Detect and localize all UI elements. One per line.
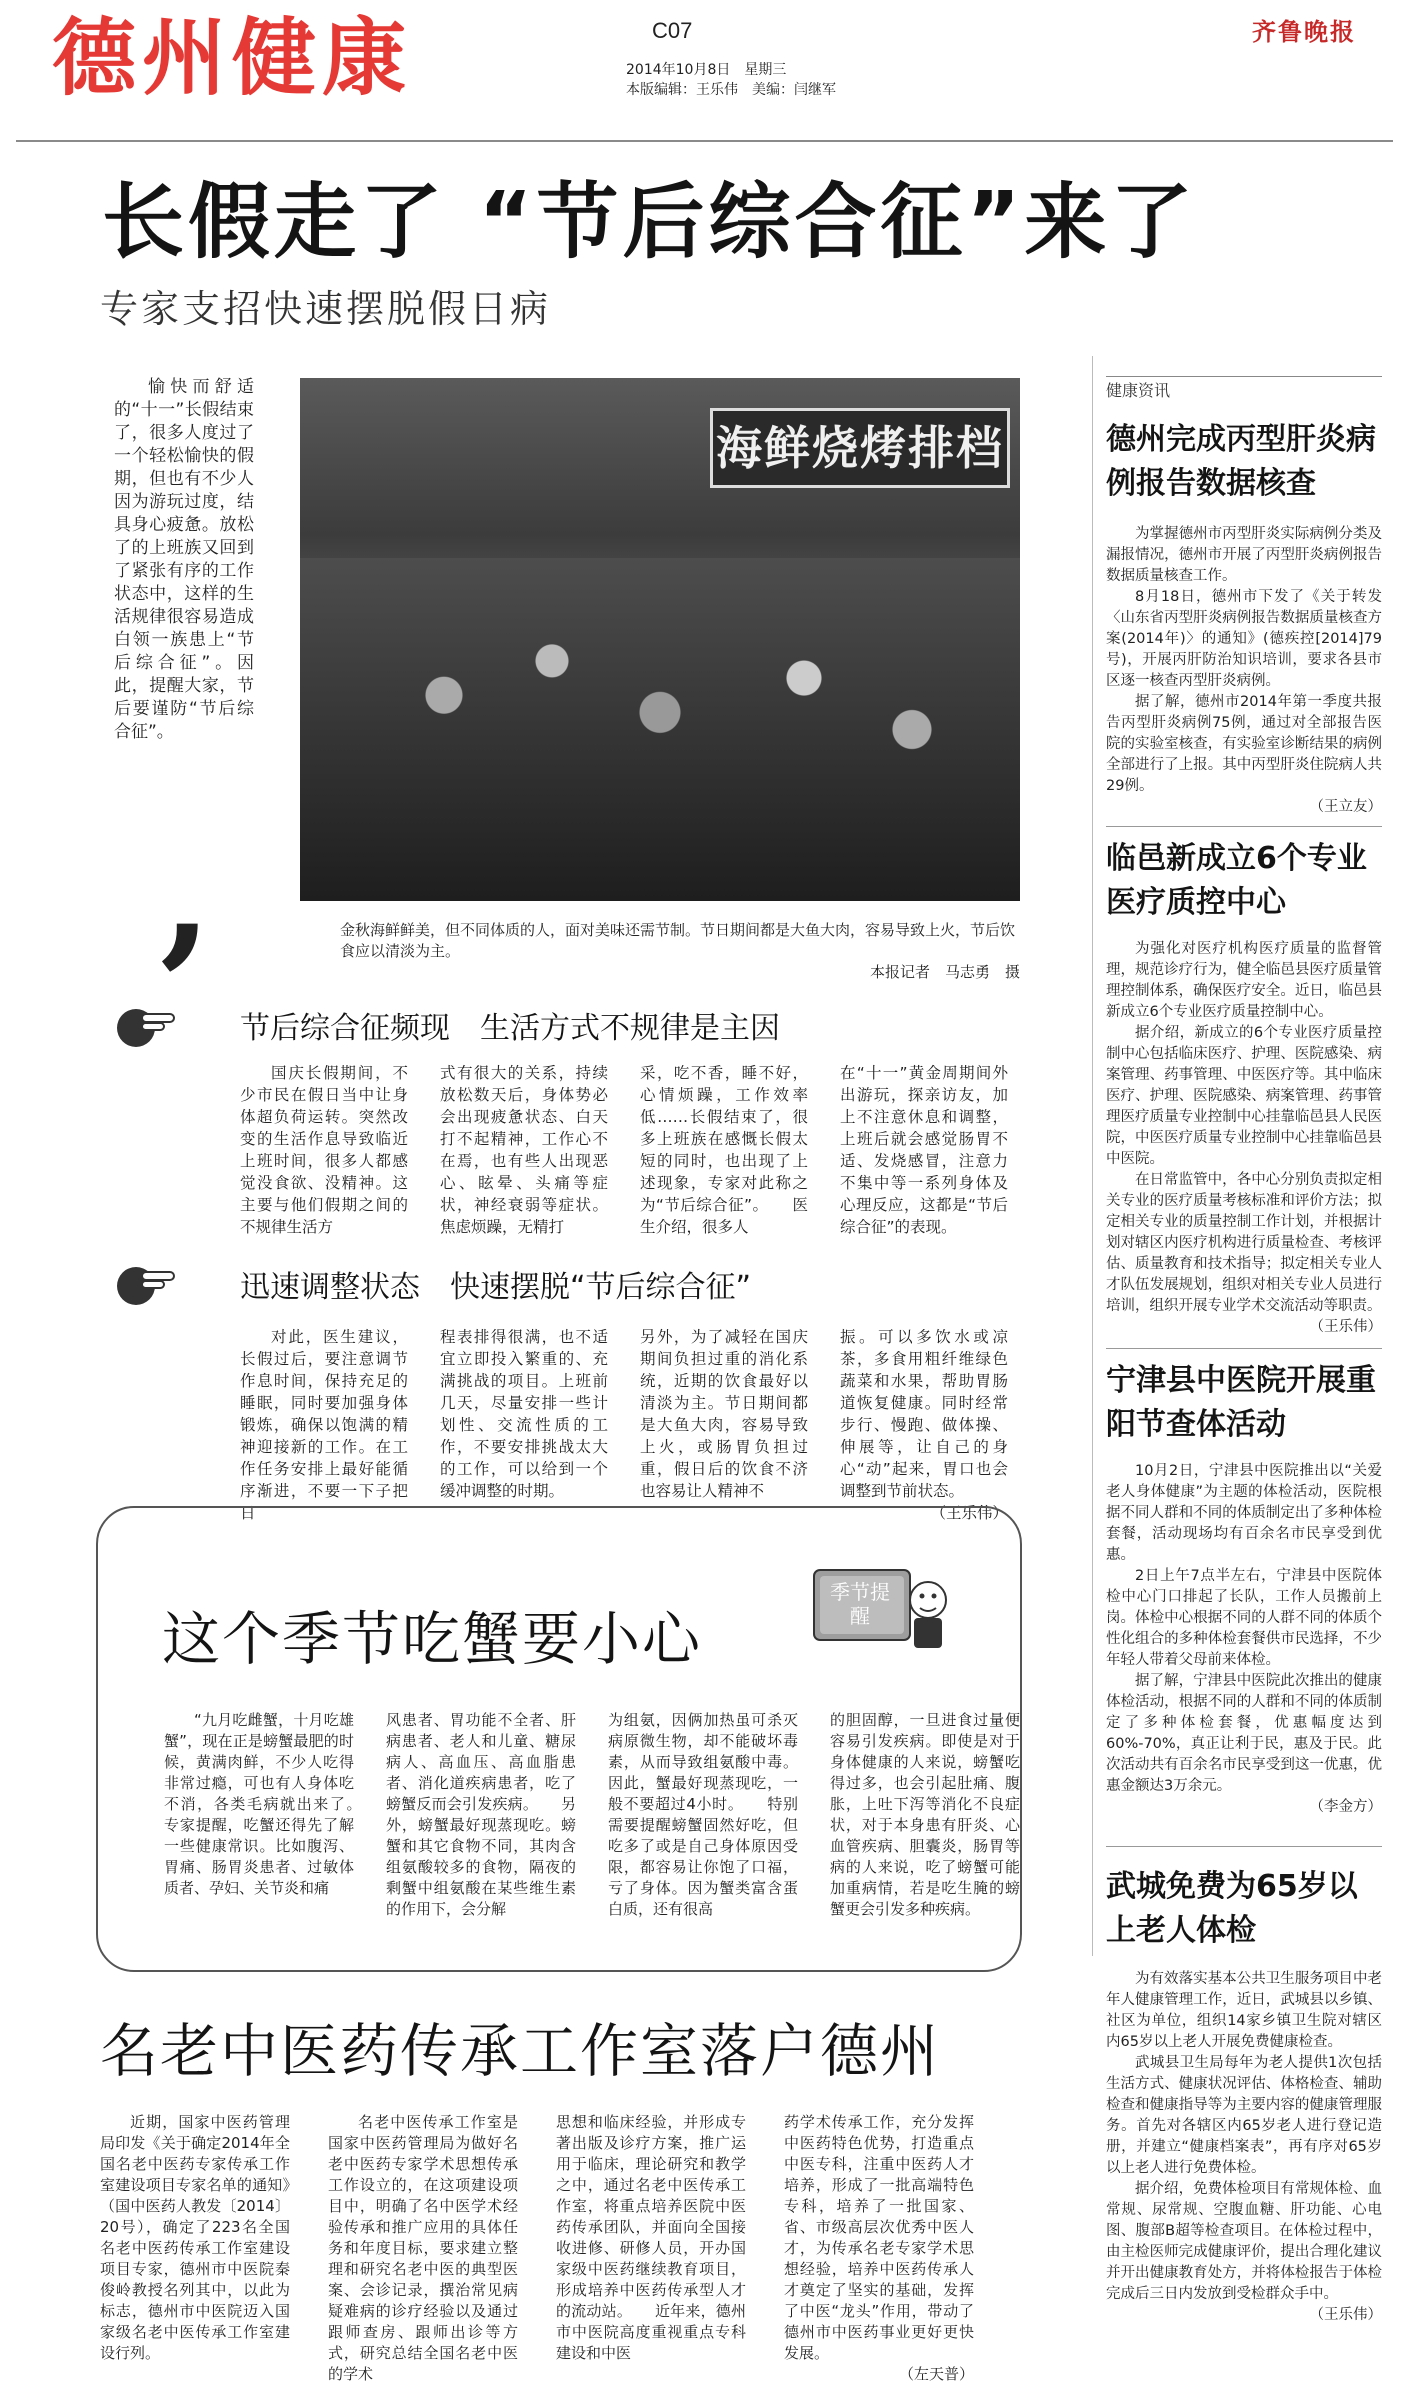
- sidebar-article-3-body: [1106, 1461, 1382, 1818]
- season-tag-label: 季节提醒: [830, 1580, 890, 1628]
- sidebar-article-2-title: 临邑新成立6个专业医疗质控中心: [1106, 841, 1367, 920]
- section1-col-1: 国庆长假期间，不少市民在假日当中让身体超负荷运转。突然改变的生活作息导致临近上班时间，很多人都感觉没食欲、没精神。这主要与他们假期之间的不规律生活方: [240, 1064, 408, 1236]
- heritage-article-body: [100, 2112, 974, 2383]
- sidebar-article-3-title: 宁津县中医院开展重阳节查体活动: [1106, 1363, 1376, 1442]
- newspaper-logo: 齐鲁晚报: [1252, 17, 1356, 46]
- heritage-col-3: 思想和临床经验，并形成专著出版及诊疗方案，推广运用于临床，理论研究和教学之中，通过名老中医传承工作室，将重点培养医院中医药传承团队，并面向全国接收进修、研修人员，开办国家级中医药继续教育项目，形成培养中医药传承型人才的流动站。 近年来，德州市中医院高度重视重点专科建设和中医: [556, 2113, 746, 2362]
- section2-col-1: 对此，医生建议，长假过后，要注意调节作息时间，保持充足的睡眠，同时要加强身体锻炼，确保以饱满的精神迎接新的工作。在工作任务安排上最好能循序渐进，不要一下子把日: [240, 1328, 408, 1522]
- seafood-street-photo: [300, 378, 1020, 901]
- lead-paragraph: [114, 376, 254, 744]
- photo-shop-sign: 海鲜烧烤排档: [710, 408, 1010, 488]
- crab-article-title: 这个季节吃蟹要小心: [162, 1605, 703, 1673]
- heritage-author: （左天普）: [898, 2365, 974, 2383]
- dateline: [626, 60, 836, 100]
- caption-text: 金秋海鲜鲜美，但不同体质的人，面对美味还需节制。节日期间都是大鱼大肉，容易导致上火，节后饮食应以清淡为主。: [340, 921, 1016, 960]
- sidebar-article-3-author: （李金方）: [1309, 1799, 1382, 1815]
- crab-article-body: [164, 1710, 1020, 1920]
- sidebar-article-2: [1106, 826, 1382, 1338]
- sidebar-article-1-body: [1106, 524, 1382, 818]
- section1-col-4: 在“十一”黄金周期间外出游玩，探亲访友，加上不注意休息和调整，上班后就会感觉肠胃不适、发烧感冒，注意力不集中等一系列身体及心理反应，这都是“节后综合征”的表现。: [840, 1064, 1008, 1236]
- section1-col-2: 式有很大的关系，持续放松数天后，身体势必会出现疲惫状态、白天打不起精神，工作心不在焉，也有些人出现恶心、眩晕、头痛等症状，神经衰弱等症状。焦虑烦躁，无精打: [440, 1064, 608, 1236]
- main-subheadline: 专家支招快速摆脱假日病: [100, 287, 552, 331]
- section2-body: [240, 1326, 1008, 1524]
- issue-date: 2014年10月8日 星期三: [626, 62, 787, 78]
- section1-col-3: 采，吃不香，睡不好，心情烦躁，工作效率低……长假结束了，很多上班族在感慨长假太短的同时，也出现了上述现象，专家对此称之为“节后综合征”。 医生介绍，很多人: [640, 1064, 808, 1236]
- sidebar-article-1: [1106, 418, 1382, 818]
- decorative-comma: ,: [160, 807, 213, 983]
- sidebar-article-3: [1106, 1348, 1382, 1818]
- sidebar-article-4-author: （王乐伟）: [1309, 2307, 1382, 2323]
- sidebar-article-3-para: 10月2日，宁津县中医院推出以“关爱老人身体健康”为主题的体检活动，医院根据不同人群和不同的体质制定出了多种体检套餐，活动现场均有百余名市民享受到优惠。: [1106, 1463, 1382, 1563]
- sidebar-article-1-para: 8月18日，德州市下发了《关于转发〈山东省丙型肝炎病例报告数据质量核查方案(2014年)〉的通知》(德疾控[2014]79号)，开展丙肝防治知识培训，要求各县市区逐一核查丙型肝炎病例。: [1106, 589, 1382, 689]
- sidebar-article-4-para: 据介绍，免费体检项目有常规体检、血常规、尿常规、空腹血糖、肝功能、心电图、腹部B超等检查项目。在体检过程中，由主检医师完成健康评价，提出合理化建议并开出健康教育处方，并将体检报告于体检完成后三日内发放到受检群众手中。: [1106, 2181, 1382, 2302]
- main-headline: 长假走了 “节后综合征”来了: [102, 175, 1197, 270]
- sidebar-separator: [1106, 1846, 1382, 1847]
- heritage-col-4-text: 药学术传承工作，充分发挥中医药特色优势，打造重点中医专科，注重中医药人才培养，形成了一批高端特色专科，培养了一批国家、省、市级高层次优秀中医人才，为传承名老专家学术思想经验，培养中医药传承人才奠定了坚实的基础，发挥了中医“龙头”作用，带动了德州市中医药事业更好更快发展。: [784, 2113, 974, 2362]
- sidebar-article-3-para: 据了解，宁津县中医院此次推出的健康体检活动，根据不同的人群和不同的体质制定了多种体检套餐，优惠幅度达到60%-70%，真正让利于民，惠及于民。此次活动共有百余名市民享受到这一优惠，优惠金额达3万余元。: [1106, 1673, 1382, 1794]
- sidebar-article-2-para: 为强化对医疗机构医疗质量的监督管理，规范诊疗行为，健全临邑县医疗质量管理控制体系，确保医疗安全。近日，临邑县新成立6个专业医疗质量控制中心。: [1106, 941, 1382, 1020]
- editor-credits: 本版编辑：王乐伟 美编：闫继军: [626, 82, 836, 98]
- section2-col-4-text: 振。可以多饮水或凉茶，多食用粗纤维绿色蔬菜和水果，帮助胃肠道恢复健康。同时经常步行、慢跑、做体操、伸展等，让自己的身心“动”起来，胃口也会调整到节前状态。: [840, 1328, 1008, 1500]
- heritage-col-2: 名老中医传承工作室是国家中医药管理局为做好名老中医药专家学术思想传承工作设立的，在这项建设项目中，明确了名中医学术经验传承和推广应用的具体任务和年度目标，要求建立整理和研究名老中医的典型医案、会诊记录，撰治常见病疑难病的诊疗经验以及通过跟师查房、跟师出诊等方式，研究总结全国名老中医的学术: [328, 2113, 518, 2383]
- crab-col-4: 的胆固醇，一旦进食过量便容易引发疾病。即使是对于身体健康的人来说，螃蟹吃得过多，也会引起肚痛、腹胀，上吐下泻等消化不良症状，对于本身患有肝炎、心血管疾病、胆囊炎，肠胃等病的人来说，吃了螃蟹可能加重病情，若是吃生腌的螃蟹更会引发多种疾病。: [830, 1711, 1020, 1918]
- pointing-hand-icon: [106, 1000, 176, 1050]
- sidebar-article-1-author: （王立友）: [1309, 799, 1382, 815]
- photo-credit: 本报记者 马志勇 摄: [869, 963, 1020, 981]
- crab-col-2: 风患者、胃功能不全者、肝病患者、老人和儿童、糖尿病人、高血压、高血脂患者、消化道疾病患者，吃了螃蟹反而会引发疾病。 另外，螃蟹最好现蒸现吃。螃蟹和其它食物不同，其肉含组氨酸较多的食物，隔夜的剩蟹中组氨酸在某些维生素的作用下，会分解: [386, 1711, 576, 1918]
- sidebar-article-2-para: 在日常监管中，各中心分别负责拟定相关专业的医疗质量考核标准和评价方法；拟定相关专业的质量控制工作计划，并根据计划对辖区内医疗机构进行质量检查、考核评估、质量教育和技术指导；拟定相关专业人才队伍发展规划，组织对相关专业人员进行培训，组织开展专业学术交流活动等职责。: [1106, 1172, 1382, 1314]
- lead-text: 愉快而舒适的“十一”长假结束了，很多人度过了一个轻松愉快的假期，但也有不少人因为游玩过度，结具身心疲惫。放松了的上班族又回到了紧张有序的工作状态中，这样的生活规律很容易造成白领一族患上“节后综合征”。因此，提醒大家，节后要谨防“节后综合征”。: [114, 377, 254, 742]
- section1-body: [240, 1062, 1008, 1238]
- page-number: C07: [652, 18, 693, 43]
- sidebar-separator: [1106, 826, 1382, 827]
- sidebar-article-4-body: [1106, 1969, 1382, 2326]
- sidebar-article-4: [1106, 1846, 1382, 2326]
- masthead-divider: [16, 140, 1393, 142]
- section2-col-2: 程表排得很满，也不适宜立即投入繁重的、充满挑战的项目。上班前几天，尽量安排一些计划性、交流性质的工作，不要安排挑战太大的工作，可以给到一个缓冲调整的时期。: [440, 1328, 608, 1500]
- sidebar-article-4-para: 武城县卫生局每年为老人提供1次包括生活方式、健康状况评估、体格检查、辅助检查和健康指导等为主要内容的健康管理服务。首先对各辖区内65岁老人进行登记造册，并建立“健康档案表”，再有序对65岁以上老人进行免费体检。: [1106, 2055, 1382, 2176]
- sidebar-article-4-title: 武城免费为65岁以上老人体检: [1106, 1869, 1358, 1948]
- sidebar-label: 健康资讯: [1106, 381, 1171, 400]
- sidebar-article-1-title: 德州完成丙型肝炎病例报告数据核查: [1106, 422, 1376, 501]
- sidebar-divider: [1092, 356, 1093, 1956]
- section1-heading: 节后综合征频现 生活方式不规律是主因: [240, 1011, 780, 1046]
- sidebar-separator: [1106, 1348, 1382, 1349]
- sidebar-article-2-para: 据介绍，新成立的6个专业医疗质量控制中心包括临床医疗、护理、医院感染、病案管理、药事管理、中医医疗等。其中临床医疗、护理、医院感染、病案管理、药事管理医疗质量专业控制中心挂靠临邑县人民医院，中医医疗质量专业控制中心挂靠临邑县中医院。: [1106, 1025, 1382, 1167]
- section-masthead-title: 德州健康: [52, 9, 413, 107]
- pointing-hand-icon: [106, 1258, 176, 1308]
- crab-col-3: 为组氨，因俩加热虽可杀灭病原微生物，却不能破坏毒素，从而导致组氨酸中毒。因此，蟹最好现蒸现吃，一般不要超过4小时。 特别需要提醒螃蟹固然好吃，但吃多了或是自己身体原因受限，都容易让你饱了口福，亏了身体。因为蟹类富含蛋白质，还有很高: [608, 1711, 798, 1918]
- section2-heading: 迅速调整状态 快速摆脱“节后综合征”: [240, 1270, 752, 1305]
- heritage-col-4: [784, 2112, 974, 2383]
- sidebar-label-rule: [1106, 376, 1382, 377]
- sidebar-article-4-para: 为有效落实基本公共卫生服务项目中老年人健康管理工作，近日，武城县以乡镇、社区为单位，组织14家乡镇卫生院对辖区内65岁以上老人开展免费健康检查。: [1106, 1971, 1382, 2050]
- sidebar-article-2-body: [1106, 939, 1382, 1338]
- sidebar-article-2-author: （王乐伟）: [1309, 1319, 1382, 1335]
- section2-col-3: 另外，为了减轻在国庆期间负担过重的消化系统，近期的饮食最好以清淡为主。节日期间都是大鱼大肉，容易导致上火，或肠胃负担过重，假日后的饮食不济也容易让人精神不: [640, 1328, 808, 1500]
- sidebar-article-1-para: 为掌握德州市丙型肝炎实际病例分类及漏报情况，德州市开展了丙型肝炎病例报告数据质量核查工作。: [1106, 526, 1382, 584]
- sidebar-article-1-para: 据了解，德州市2014年第一季度共报告丙型肝炎病例75例，通过对全部报告医院的实验室核查，有实验室诊断结果的病例全部进行了上报。其中丙型肝炎住院病人共29例。: [1106, 694, 1382, 794]
- crab-col-1: “九月吃雌蟹，十月吃雄蟹”，现在正是螃蟹最肥的时候，黄满肉鲜，不少人吃得非常过瘾，可也有人身体吃不消，各类毛病就出来了。 专家提醒，吃蟹还得先了解一些健康常识。比如腹泻、胃痛、肠胃炎患者、过敏体质者、孕妇、关节炎和痛: [164, 1711, 385, 1897]
- photo-caption: [340, 920, 1020, 983]
- heritage-col-1: 近期，国家中医药管理局印发《关于确定2014年全国名老中医药专家传承工作室建设项目专家名单的通知》（国中医药人教发〔2014〕20号），确定了223名全国名老中医药传承工作室建设项目专家，德州市中医院秦俊岭教授名列其中，以此为标志，德州市中医院迈入国家级名老中医传承工作室建设行列。: [100, 2113, 290, 2362]
- photo-crowd: [300, 558, 1020, 901]
- section2-author: （王乐伟）: [930, 1504, 1008, 1522]
- heritage-article-title: 名老中医药传承工作室落户德州: [100, 2017, 941, 2085]
- section2-col-4: [840, 1326, 1008, 1524]
- sidebar-article-3-para: 2日上午7点半左右，宁津县中医院体检中心门口排起了长队，工作人员搬前上岗。体检中心根据不同的人群不同的体质个性化组合的多种体检套餐供市民选择，不少年轻人带着父母前来体检。: [1106, 1568, 1382, 1668]
